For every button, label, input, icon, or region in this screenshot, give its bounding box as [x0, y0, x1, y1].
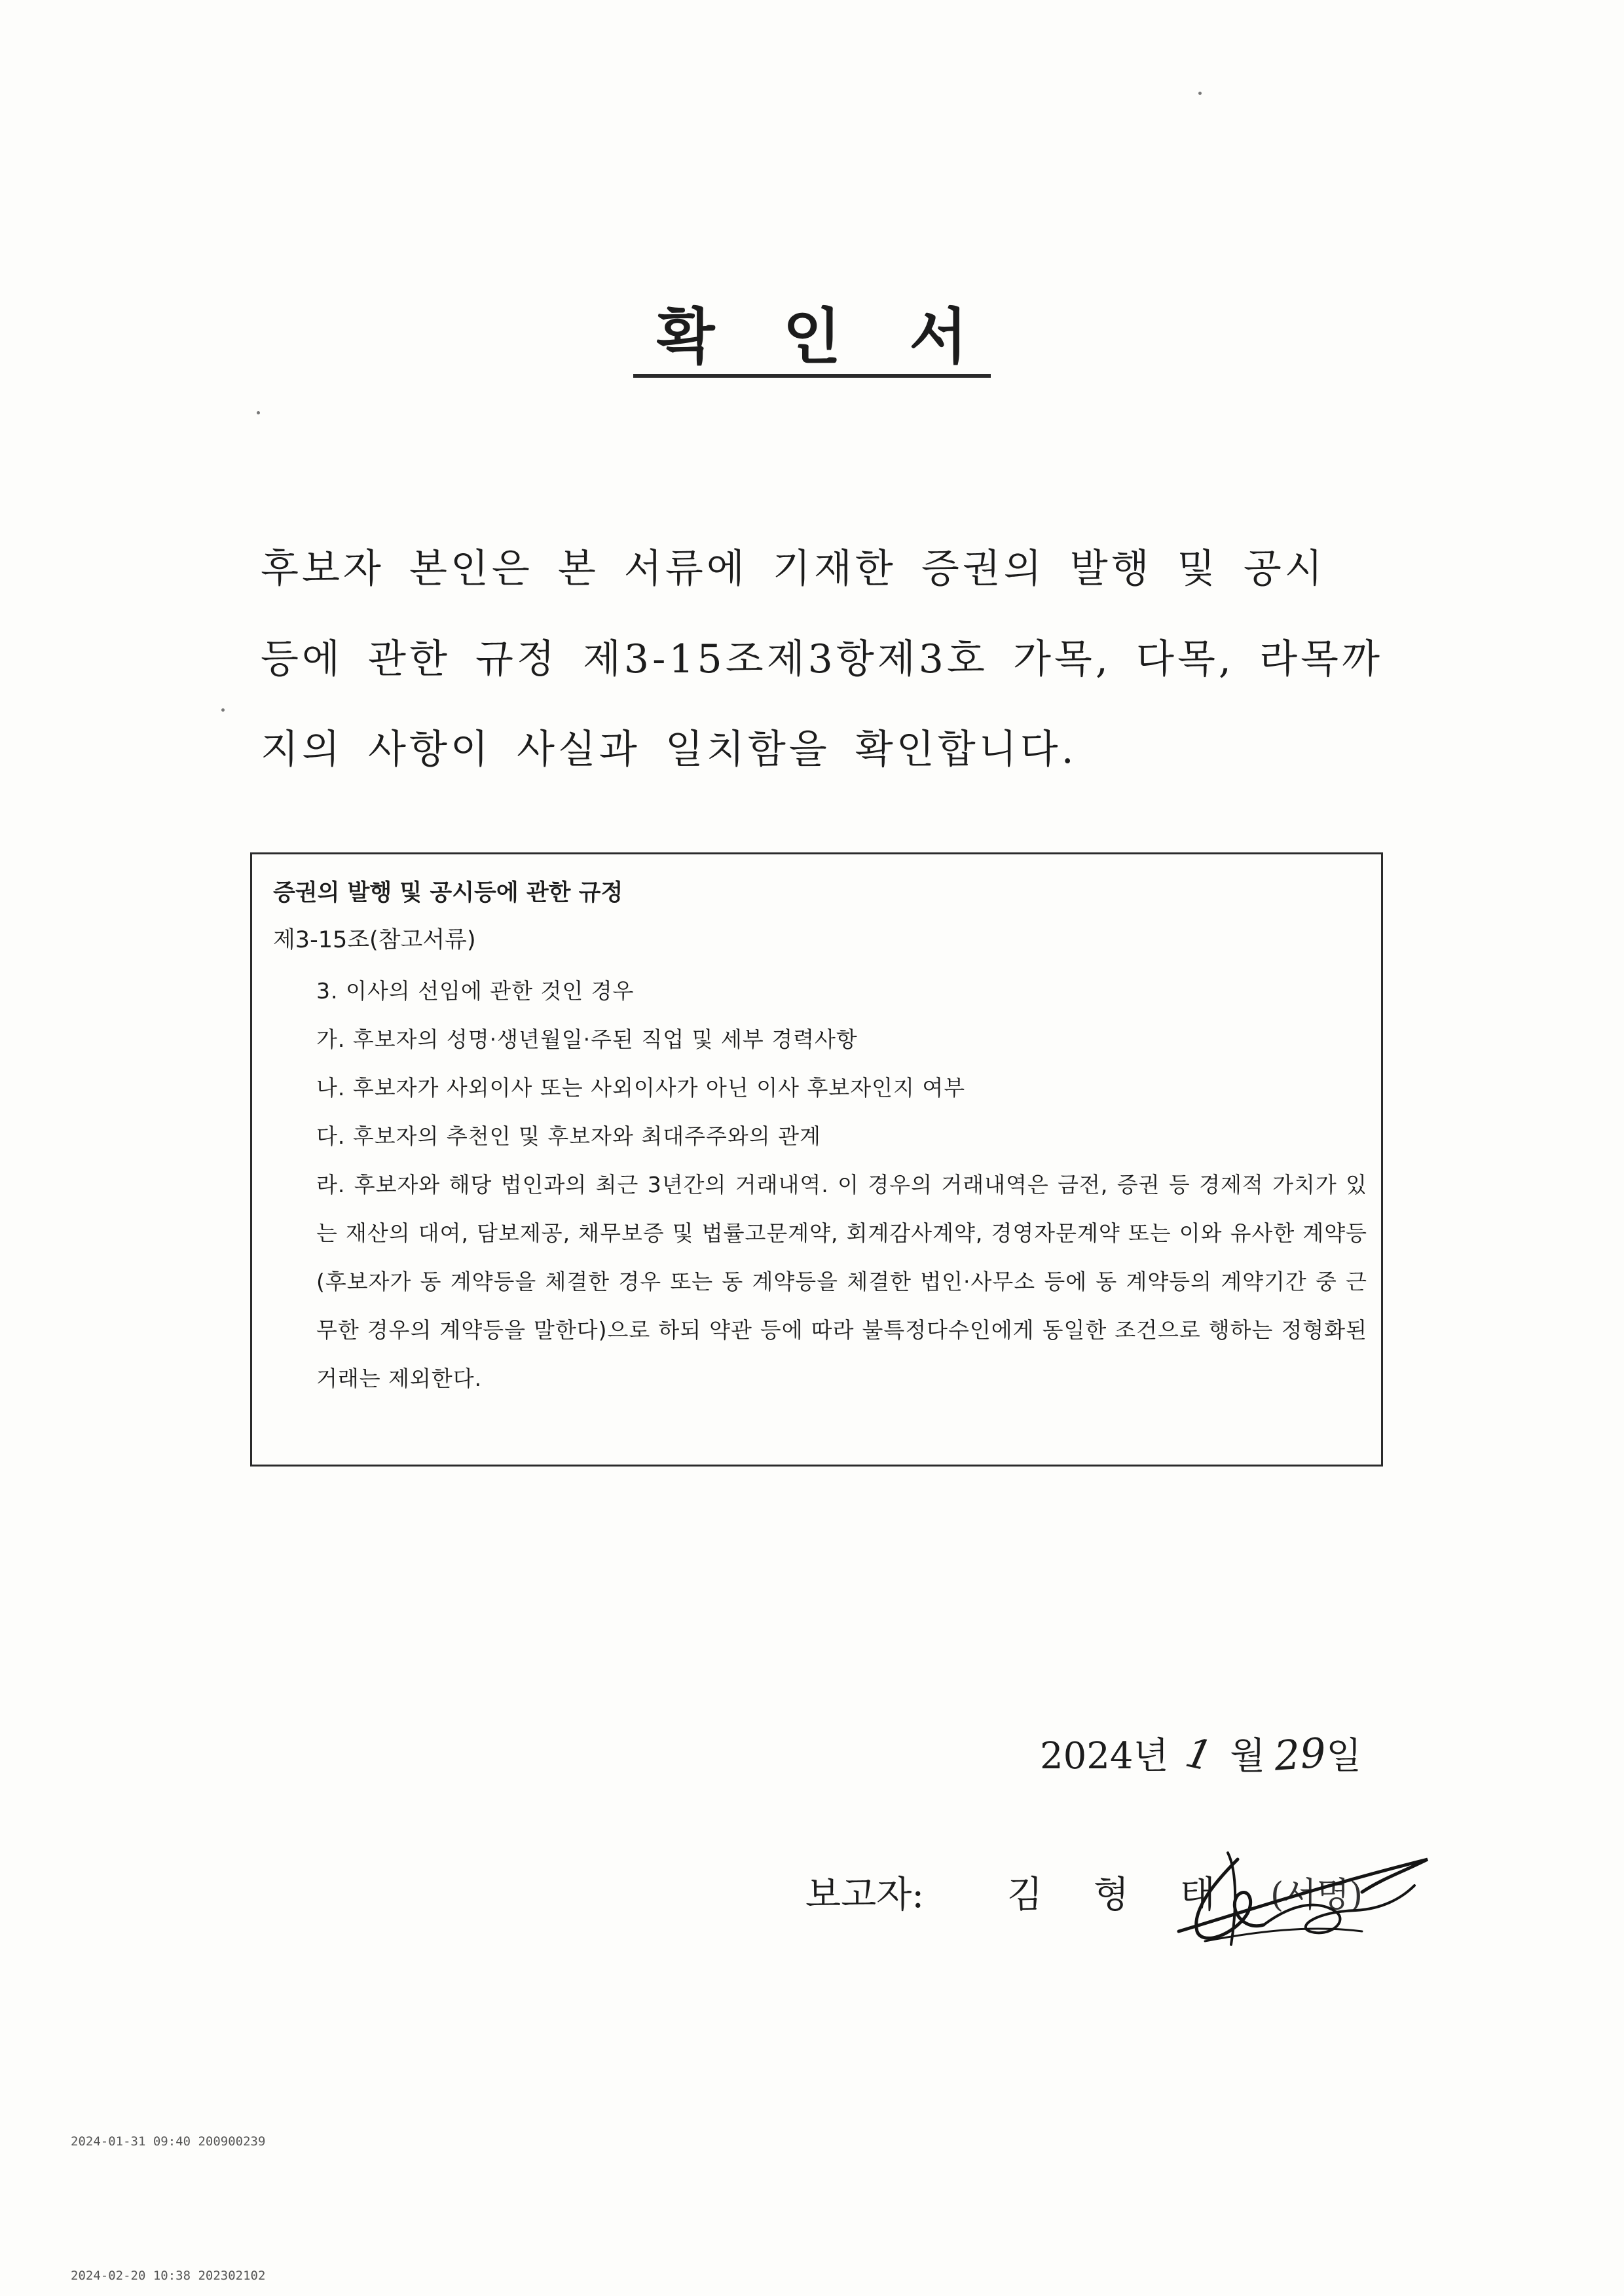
regulation-article: 제3-15조(참고서류) [273, 927, 476, 953]
date-day-label: 일 [1326, 1735, 1362, 1777]
regulation-title: 증권의 발행 및 공시등에 관한 규정 [273, 880, 623, 906]
scan-speck [257, 411, 260, 414]
date-year: 2024년 [1040, 1735, 1169, 1777]
date-month-label: 월 [1230, 1735, 1266, 1777]
date-month-handwritten: 1 [1181, 1728, 1217, 1781]
scan-speck [221, 708, 225, 712]
handwritten-signature [1166, 1833, 1441, 1958]
reporter-name: 김 형 태 [1007, 1874, 1235, 1916]
regulation-excerpt-box [250, 852, 1383, 1467]
document-title [0, 298, 1624, 378]
fax-stamp: 2024-01-31 09:40 200900239 [71, 2134, 266, 2149]
signing-date [1040, 1728, 1361, 1783]
regulation-item: 나. 후보자가 사외이사 또는 사외이사가 아닌 이사 후보자인지 여부 [316, 1075, 966, 1101]
regulation-item: 라. 후보자와 해당 법인과의 최근 3년간의 거래내역. 이 경우의 거래내역은 금전, 증권 등 경제적 가치가 있는 재산의 대여, 담보제공, 채무보증 및 법률고문계약, 회계감사계약, 경영자문계약 또는 이와 유사한 계약등(후보자가 동 계약등을 체결한 경우 또는 동 계약등을 체결한 법인·사무소 등에 동 계약등의 계약기간 중 근무한 경우의 계약등을 말한다)으로 하되 약관 등에 따라 불특정다수인에게 동일한 조건으로 행하는 정형화된 거래는 제외한다. [316, 1172, 1367, 1391]
sign-label: (서명) [1270, 1876, 1363, 1915]
regulation-item: 가. 후보자의 성명·생년월일·주된 직업 및 세부 경력사항 [316, 1027, 858, 1052]
fax-stamp: 2024-02-20 10:38 202302102 [71, 2269, 266, 2283]
document-title-text: 확 인 서 [633, 301, 991, 378]
confirmation-statement: 후보자 본인은 본 서류에 기재한 증권의 발행 및 공시 등에 관한 규정 제3-15조제3항제3호 가목, 다목, 라목까지의 사항이 사실과 일치함을 확인합니다. [261, 546, 1383, 773]
scan-speck [1198, 92, 1202, 95]
regulation-item: 3. 이사의 선임에 관한 것인 경우 [316, 978, 635, 1004]
regulation-item: 다. 후보자의 추천인 및 후보자와 최대주주와의 관계 [316, 1123, 821, 1149]
date-day-handwritten: 29 [1272, 1728, 1328, 1780]
reporter-label: 보고자: [805, 1874, 925, 1916]
regulation-items [316, 967, 1367, 1403]
